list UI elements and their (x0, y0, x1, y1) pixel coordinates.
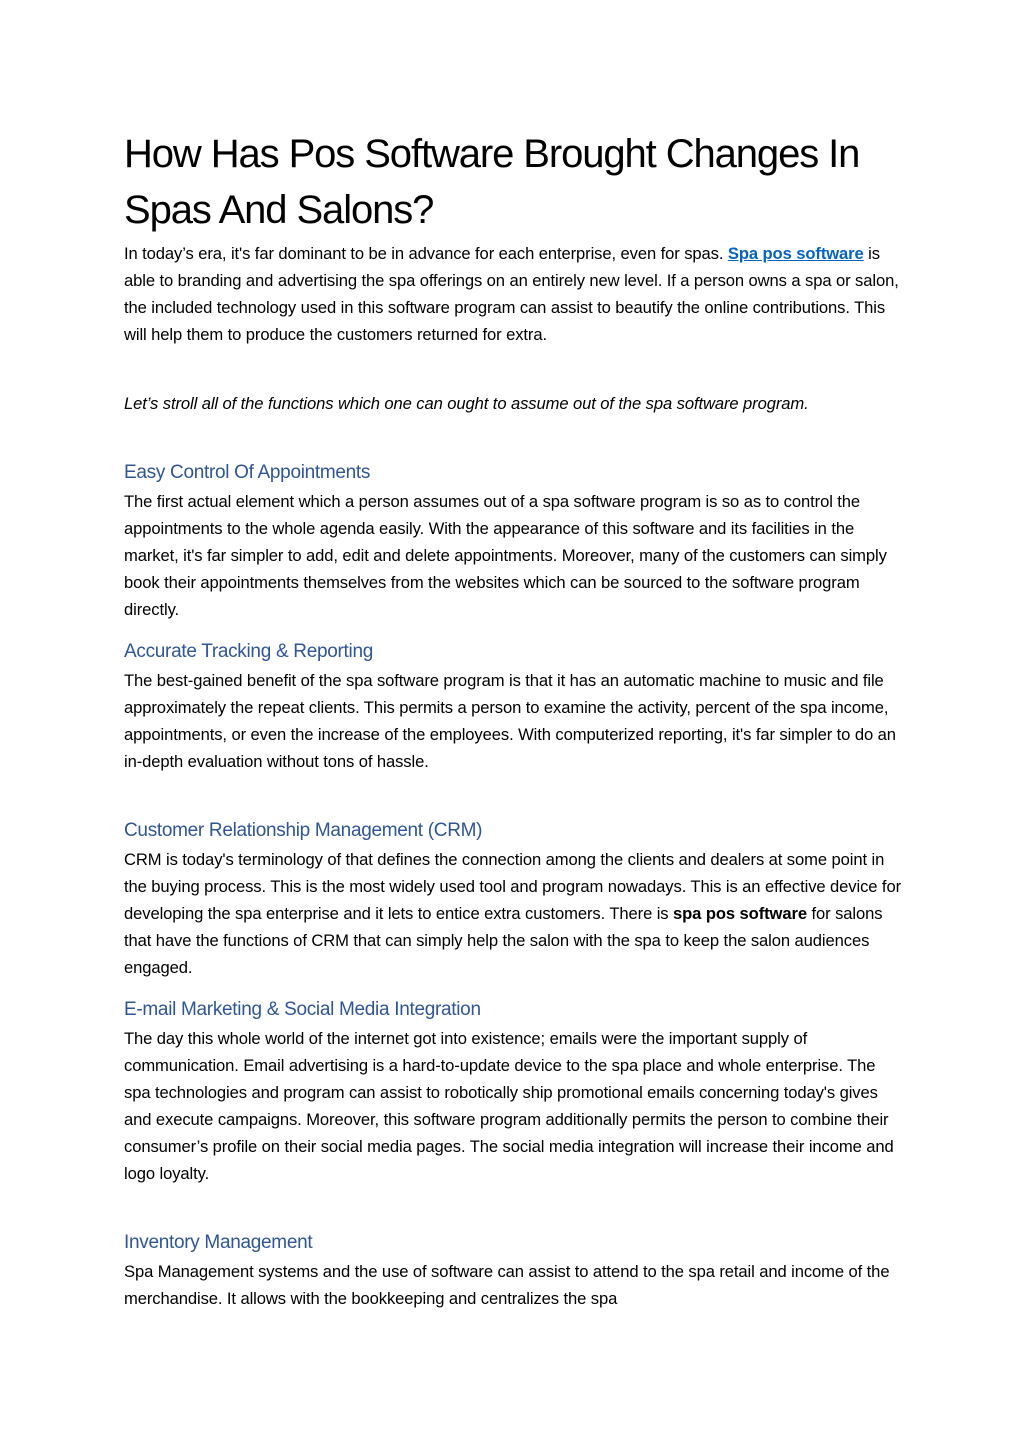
intro-text-end: is able to branding and advertising the spa offerings on an entirely new level. If a person owns a spa or salon, the included technology used in this software program can assist to beautify the online contributions. This will help them to produce the customers returned for extra. (124, 244, 899, 344)
section-text-inventory: Spa Management systems and the use of software can assist to attend to the spa retail and income of the merchandise. It allows with the bookkeeping and centralizes the spa (124, 1262, 890, 1308)
italic-note: Let’s stroll all of the functions which one can ought to assume out of the spa software program. (124, 394, 809, 413)
section-heading-appointments: Easy Control Of Appointments (124, 462, 371, 483)
intro-paragraph (124, 240, 904, 348)
crm-text-start: CRM is today's terminology of that defines the connection among the clients and dealers at some point in the buying process. This is the most widely used tool and program nowadays. This is an effective device for developing the spa enterprise and it lets to entice extra customers. There is (124, 850, 901, 923)
section-heading-tracking: Accurate Tracking & Reporting (124, 641, 373, 662)
section-heading-inventory: Inventory Management (124, 1232, 313, 1253)
spa-pos-software-bold: spa pos software (673, 904, 807, 923)
section-text-email-marketing: The day this whole world of the internet got into existence; emails were the important supply of communication. Email advertising is a hard-to-update device to the spa place and whole enterprise. The spa technologies and program can assist to robotically ship promotional emails concerning today's gives and execute campaigns. Moreover, this software program additionally permits the person to combine their consumer’s profile on their social media pages. The social media integration will increase their income and logo loyalty. (124, 1029, 894, 1183)
document-title: How Has Pos Software Brought Changes In Spas And Salons? (124, 132, 860, 232)
section-heading-crm: Customer Relationship Management (CRM) (124, 820, 483, 841)
section-heading-email-marketing: E-mail Marketing & Social Media Integration (124, 999, 481, 1020)
section-text-appointments: The first actual element which a person assumes out of a spa software program is so as to control the appointments to the whole agenda easily. With the appearance of this software and its facilities in the market, it's far simpler to add, edit and delete appointments. Moreover, many of the customers can simply book their appointments themselves from the websites which can be sourced to the software program directly. (124, 492, 887, 619)
section-text-tracking: The best-gained benefit of the spa software program is that it has an automatic machine to music and file approximately the repeat clients. This permits a person to examine the activity, percent of the spa income, appointments, or even the increase of the employees. With computerized reporting, it's far simpler to do an in-depth evaluation without tons of hassle. (124, 671, 896, 771)
section-text-crm (124, 846, 904, 981)
intro-text-start: In today’s era, it's far dominant to be in advance for each enterprise, even for spas. (124, 244, 728, 263)
crm-text-end: for salons that have the functions of CRM that can simply help the salon with the spa to keep the salon audiences engaged. (124, 904, 883, 977)
spa-pos-software-link[interactable]: Spa pos software (727, 244, 864, 263)
